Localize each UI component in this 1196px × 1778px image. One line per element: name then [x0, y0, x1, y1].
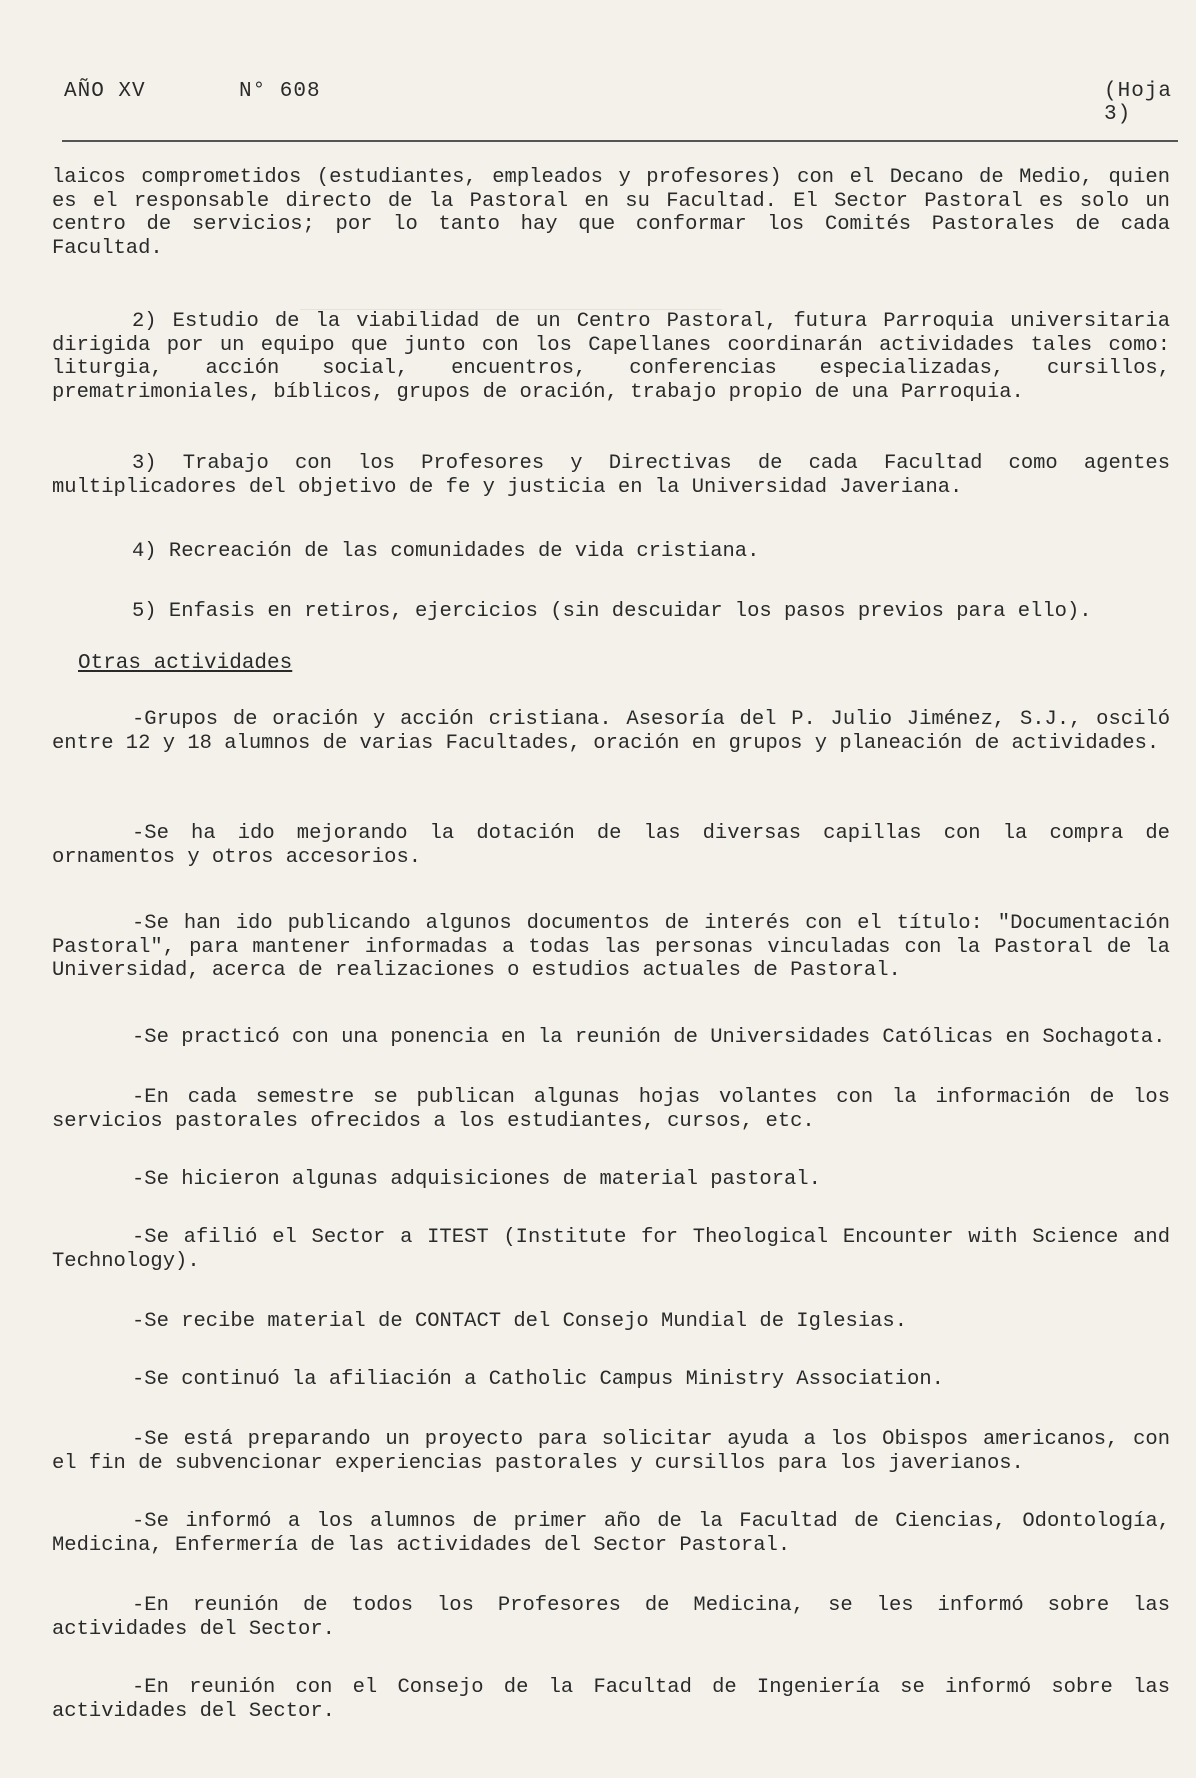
activity-item: -Se informó a los alumnos de primer año de la Facultad de Ciencias, Odontología, Medicina, Enfermería de las actividades del Sector Pastoral. [52, 1510, 1170, 1557]
header-year: AÑO XV [64, 80, 146, 103]
activity-item: -Se hicieron algunas adquisiciones de material pastoral. [132, 1168, 821, 1191]
activity-item: -Se afilió el Sector a ITEST (Institute for Theological Encounter with Science and Technology). [52, 1226, 1170, 1273]
activity-item: -En reunión con el Consejo de la Facultad de Ingeniería se informó sobre las actividades del Sector. [52, 1676, 1170, 1723]
paragraph: laicos comprometidos (estudiantes, empleados y profesores) con el Decano de Medio, quien es el responsable directo de la Pastoral en su Facultad. El Sector Pastoral es solo un centro de servicios; por lo tanto hay que conformar los Comités Pastorales de cada Facultad. [52, 166, 1170, 260]
paragraph: 3) Trabajo con los Profesores y Directivas de cada Facultad como agentes multiplicadores del objetivo de fe y justicia en la Universidad Javeriana. [52, 452, 1170, 499]
paragraph: 4) Recreación de las comunidades de vida cristiana. [132, 540, 760, 563]
header-number: N° 608 [239, 80, 321, 103]
page-header [64, 80, 1196, 126]
header-divider [62, 140, 1178, 142]
activity-item: -Se está preparando un proyecto para solicitar ayuda a los Obispos americanos, con el fin de subvencionar experiencias pastorales y cursillos para los javerianos. [52, 1428, 1170, 1475]
activity-item: -Se practicó con una ponencia en la reunión de Universidades Católicas en Sochagota. [132, 1026, 1166, 1049]
activity-item: -Grupos de oración y acción cristiana. Asesoría del P. Julio Jiménez, S.J., osciló entre 12 y 18 alumnos de varias Facultades, oración en grupos y planeación de actividades. [52, 708, 1170, 755]
activity-item: -En cada semestre se publican algunas hojas volantes con la información de los servicios pastorales ofrecidos a los estudiantes, cursos, etc. [52, 1086, 1170, 1133]
activity-item: -Se recibe material de CONTACT del Consejo Mundial de Iglesias. [132, 1310, 908, 1333]
section-title: Otras actividades [78, 652, 293, 675]
paragraph: 2) Estudio de la viabilidad de un Centro Pastoral, futura Parroquia universitaria dirigida por un equipo que junto con los Capellanes coordinarán actividades tales como: liturgia, acción social, encuentros, conferencias especializadas, cursillos, prematrimoniales, bíblicos, grupos de oración, trabajo propio de una Parroquia. [52, 310, 1170, 404]
activity-item: -Se ha ido mejorando la dotación de las diversas capillas con la compra de ornamentos y otros accesorios. [52, 822, 1170, 869]
header-sheet: (Hoja 3) [1104, 80, 1173, 126]
bleed-through: _____________________________________ [300, 292, 722, 314]
activity-item: -En reunión de todos los Profesores de Medicina, se les informó sobre las actividades del Sector. [52, 1594, 1170, 1641]
paragraph: 5) Enfasis en retiros, ejercicios (sin descuidar los pasos previos para ello). [132, 600, 1092, 623]
activity-item: -Se continuó la afiliación a Catholic Campus Ministry Association. [132, 1368, 944, 1391]
activity-item: -Se han ido publicando algunos documentos de interés con el título: "Documentación Pastoral", para mantener informadas a todas las personas vinculadas con la Pastoral de la Universidad, acerca de realizaciones o estudios actuales de Pastoral. [52, 912, 1170, 982]
